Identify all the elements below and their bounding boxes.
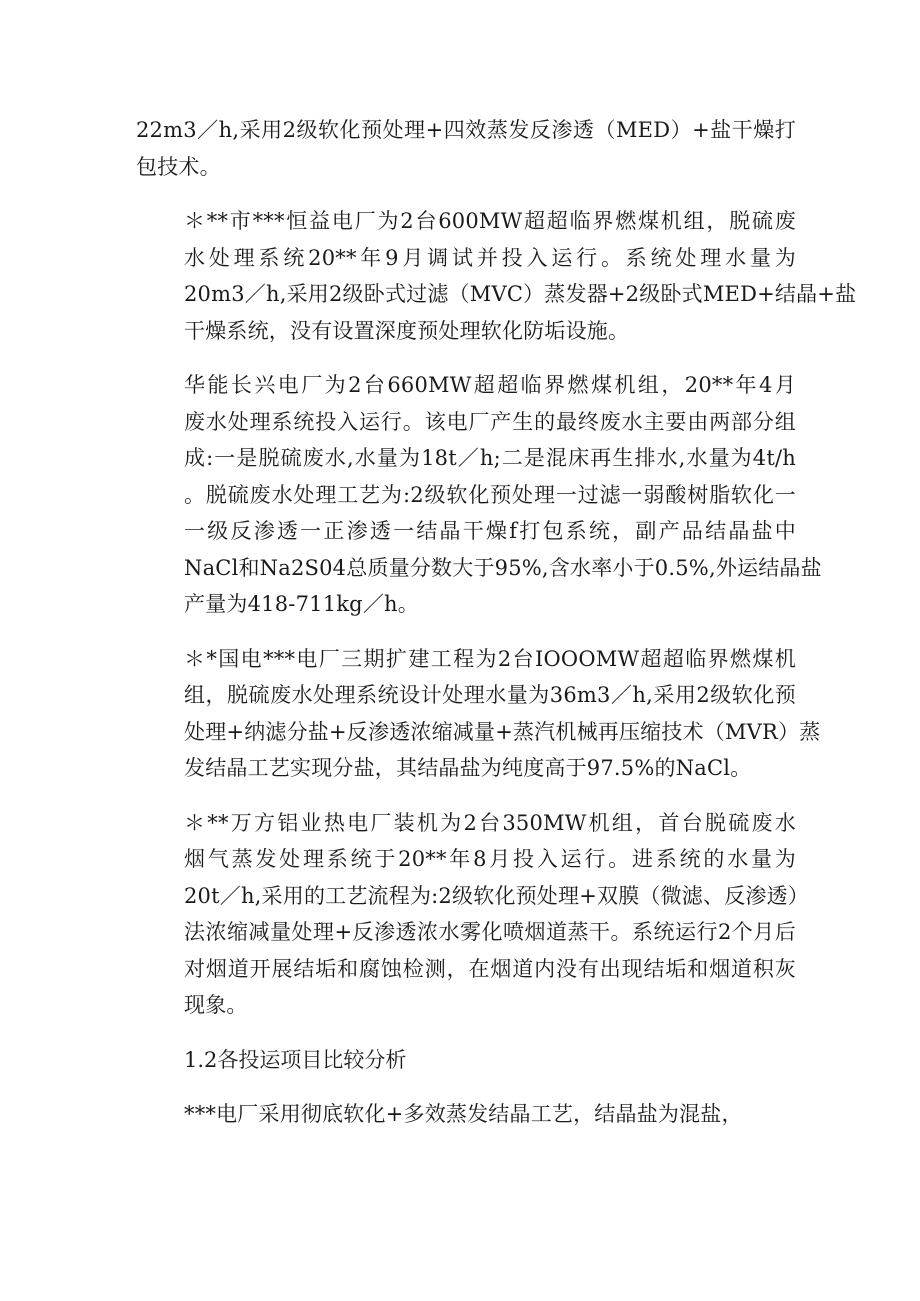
text-line: 烟气蒸发处理系统于20**年8月投入运行。进系统的水量为 — [184, 847, 796, 871]
text-line: 成:一是脱硫废水,水量为18t／h;二是混床再生排水,水量为4t/h — [184, 446, 796, 470]
text-line: 发结晶工艺实现分盐，其结晶盐为纯度高于97.5%的NaCl。 — [184, 756, 752, 780]
text-line: 产量为418-711kg／h。 — [184, 592, 419, 616]
text-line: 包技术。 — [136, 154, 221, 179]
text-line: 华能长兴电厂为2台660MW超超临界燃煤机组，20**年4月 — [184, 373, 796, 397]
text-line: 组，脱硫废水处理系统设计处理水量为36m3／h,采用2级软化预 — [184, 683, 796, 707]
text-line: 。脱硫废水处理工艺为:2级软化预处理一过滤一弱酸树脂软化一 — [184, 482, 796, 507]
text-line: ***电厂采用彻底软化+多效蒸发结晶工艺，结晶盐为混盐， — [184, 1102, 743, 1126]
text-line: 20m3／h,采用2级卧式过滤（MVC）蒸发器+2级卧式MED+结晶+盐 — [184, 282, 857, 306]
text-line: 处理+纳滤分盐+反渗透浓缩减量+蒸汽机械再压缩技术（MVR）蒸 — [184, 719, 821, 744]
paragraph-hengyi-plant — [136, 203, 857, 349]
paragraph-comparison — [136, 1096, 796, 1133]
section-heading: 1.2各投运项目比较分析 — [184, 1047, 407, 1072]
text-line: 一级反渗透一正渗透一结晶干燥f打包系统，副产品结晶盐中 — [184, 519, 796, 543]
text-line: 20t／h,采用的工艺流程为:2级软化预处理+双膜（微滤、反渗透） — [184, 883, 809, 908]
document-page — [136, 108, 857, 1151]
paragraph-guodian-plant — [136, 641, 821, 787]
text-line: 法浓缩减量处理+反渗透浓水雾化喷烟道蒸干。系统运行2个月后 — [184, 920, 796, 944]
text-line: 现象。 — [184, 993, 248, 1017]
text-line: 废水处理系统投入运行。该电厂产生的最终废水主要由两部分组 — [184, 409, 796, 434]
text-line: ＊*国电***电厂三期扩建工程为2台IOOOMW超超临界燃煤机 — [184, 646, 796, 671]
text-line: 对烟道开展结垢和腐蚀检测，在烟道内没有出现结垢和烟道积灰 — [184, 956, 796, 981]
text-line: 干燥系统，没有设置深度预处理软化防垢设施。 — [184, 318, 630, 343]
paragraph-med-process — [136, 112, 796, 185]
text-line: ＊**市***恒益电厂为2台600MW超超临界燃煤机组，脱硫废 — [184, 209, 796, 233]
text-line: 22m3／h,采用2级软化预处理+四效蒸发反渗透（MED）+盐干燥打 — [136, 118, 796, 142]
paragraph-changxing-plant — [136, 367, 822, 623]
text-line: ＊**万方铝业热电厂装机为2台350MW机组，首台脱硫废水 — [184, 810, 796, 835]
text-line: 水处理系统20**年9月调试并投入运行。系统处理水量为 — [184, 245, 796, 270]
text-line: NaCl和Na2S04总质量分数大于95%,含水率小于0.5%,外运结晶盐 — [184, 555, 822, 580]
paragraph-wanfang-plant — [136, 805, 809, 1024]
